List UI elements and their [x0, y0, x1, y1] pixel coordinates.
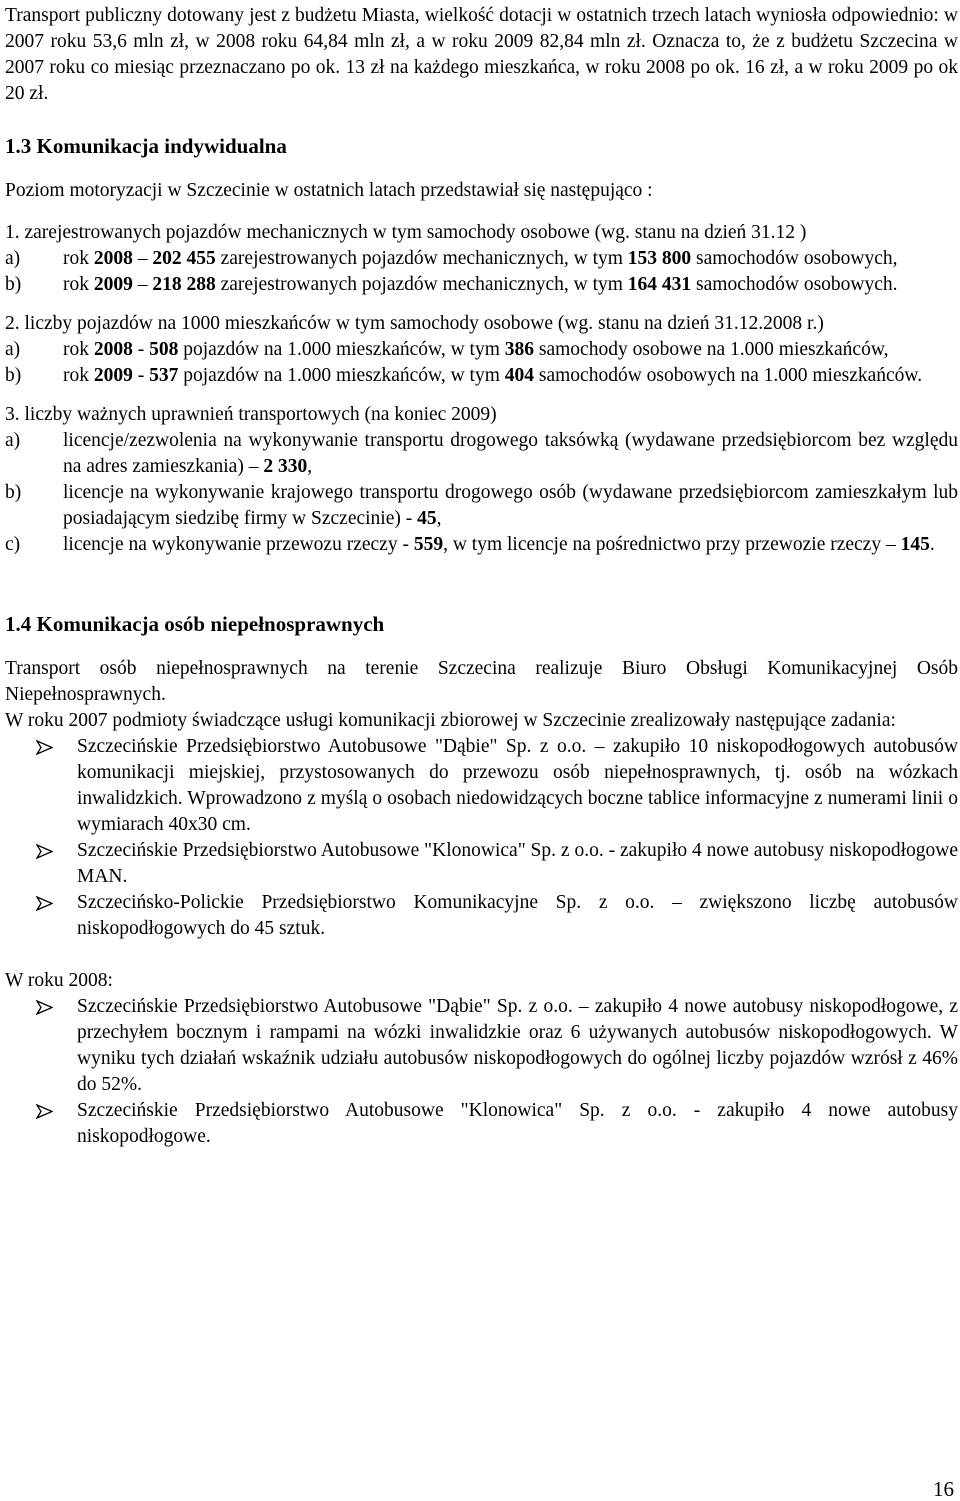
section-title: Komunikacja osób niepełnosprawnych — [36, 612, 385, 636]
paragraph-2007: W roku 2007 podmioty świadczące usługi komunikacji zbiorowej w Szczecinie zrealizowały następujące zadania: — [5, 710, 896, 731]
arrow-bullet-icon — [36, 1104, 53, 1119]
paragraph-biuro: Transport osób niepełnosprawnych na terenie Szczecina realizuje Biuro Obsługi Komunikacyjnej Osób Niepełnosprawnych. — [5, 658, 958, 705]
list-item: Szczecińsko-Polickie Przedsiębiorstwo Komunikacyjne Sp. z o.o. – zwiększono liczbę autobusów niskopodłogowych do 45 sztuk. — [5, 890, 958, 942]
arrow-bullet-icon — [36, 740, 53, 755]
list-item-2-subitems — [5, 337, 958, 389]
list-item: Szczecińskie Przedsiębiorstwo Autobusowe "Klonowica" Sp. z o.o. - zakupiło 4 nowe autobusy niskopodłogowe MAN. — [5, 838, 958, 890]
arrow-bullet-icon — [36, 1000, 53, 1015]
list-item: a) licencje/zezwolenia na wykonywanie transportu drogowego taksówką (wydawane przedsiębiorcom bez względu na adres zamieszkania) – 2 330, — [5, 430, 958, 477]
list-item: b) licencje na wykonywanie krajowego transportu drogowego osób (wydawane przedsiębiorcom zamieszkałym lub posiadającym siedzibę firmy w Szczecinie) - 45, — [5, 482, 958, 529]
list-item: a) rok 2008 - 508 pojazdów na 1.000 mieszkańców, w tym 386 samochody osobowe na 1.000 mieszkańców, — [5, 339, 889, 360]
list-item-3-subitems — [5, 428, 958, 558]
arrow-bullet-icon — [36, 896, 53, 911]
list-item-1-heading: 1. zarejestrowanych pojazdów mechanicznych w tym samochody osobowe (wg. stanu na dzień 31.12 ) — [5, 222, 807, 243]
list-item: Szczecińskie Przedsiębiorstwo Autobusowe "Dąbie" Sp. z o.o. – zakupiło 4 nowe autobusy niskopodłogowe, z przechyłem bocznym i rampami na wózki inwalidzkie oraz 6 używanych autobusów niskopodłogowych. W wyniku tych działań wskaźnik udziału autobusów niskopodłogowych do ogólnej liczby pojazdów wzrósł z 46% do 52%. — [5, 994, 958, 1098]
document-page — [5, 3, 958, 1150]
paragraph-2008: W roku 2008: — [5, 970, 113, 991]
list-item-3-heading: 3. liczby ważnych uprawnień transportowych (na koniec 2009) — [5, 404, 497, 425]
list-item: b) rok 2009 - 537 pojazdów na 1.000 mieszkańców, w tym 404 samochodów osobowych na 1.000 mieszkańców. — [5, 365, 923, 386]
list-item: Szczecińskie Przedsiębiorstwo Autobusowe "Dąbie" Sp. z o.o. – zakupiło 10 niskopodłogowych autobusów komunikacji miejskiej, przystosowanych do przewozu osób niepełnosprawnych, tj. osób na wózkach inwalidzkich. Wprowadzono z myślą o osobach niedowidzących boczne tablice informacyjne z numerami linii o wymiarach 40x30 cm. — [5, 734, 958, 838]
list-2008 — [5, 994, 958, 1150]
motorization-lead: Poziom motoryzacji w Szczecinie w ostatnich latach przedstawiał się następująco : — [5, 180, 653, 201]
list-item: b) rok 2009 – 218 288 zarejestrowanych pojazdów mechanicznych, w tym 164 431 samochodów osobowych. — [5, 274, 898, 295]
list-2007 — [5, 734, 958, 942]
page-number: 16 — [933, 1477, 954, 1501]
list-item-1-subitems — [5, 246, 958, 298]
section-heading-1-4 — [5, 610, 958, 638]
arrow-bullet-icon — [36, 844, 53, 859]
list-item-2-heading: 2. liczby pojazdów na 1000 mieszkańców w tym samochody osobowe (wg. stanu na dzień 31.12.2008 r.) — [5, 313, 824, 334]
intro-paragraph: Transport publiczny dotowany jest z budżetu Miasta, wielkość dotacji w ostatnich trzech latach wyniosła odpowiednio: w 2007 roku 53,6 mln zł, w 2008 roku 64,84 mln zł, a w roku 2009 82,84 mln zł. Oznacza to, że z budżetu Szczecina w 2007 roku co miesiąc przeznaczano po ok. 13 zł na każdego mieszkańca, w roku 2008 po ok. 16 zł, a w roku 2009 po ok 20 zł. — [5, 5, 958, 104]
list-item: c) licencje na wykonywanie przewozu rzeczy - 559, w tym licencje na pośrednictwo przy przewozie rzeczy – 145. — [5, 534, 935, 555]
section-heading-1-3 — [5, 132, 958, 160]
section-title: Komunikacja indywidualna — [36, 134, 287, 158]
section-number: 1.3 — [5, 134, 32, 158]
list-item: a) rok 2008 – 202 455 zarejestrowanych pojazdów mechanicznych, w tym 153 800 samochodów osobowych, — [5, 248, 898, 269]
list-item: Szczecińskie Przedsiębiorstwo Autobusowe "Klonowica" Sp. z o.o. - zakupiło 4 nowe autobusy niskopodłogowe. — [5, 1098, 958, 1150]
section-number: 1.4 — [5, 612, 32, 636]
